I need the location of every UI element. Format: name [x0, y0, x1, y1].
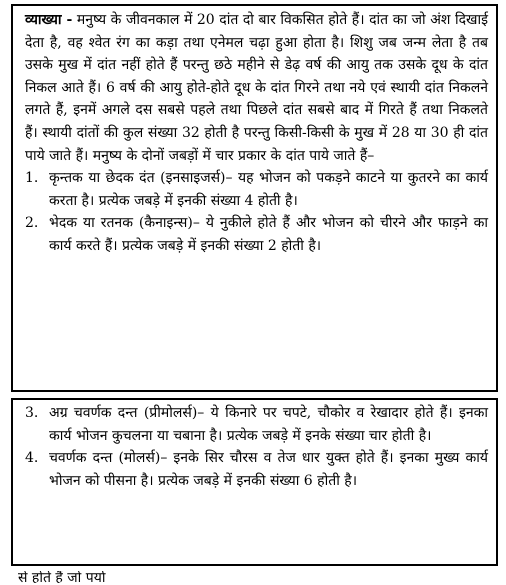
list-item [25, 447, 488, 492]
list-item [25, 402, 488, 447]
explanation-box-bottom [11, 398, 498, 566]
list-item-text: अग्र चवर्णक दन्त (प्रीमोलर्स)– ये किनारे पर चपटे, चौकोर व रेखादार होते हैं। इनका कार्य भोजन कुचलना या चबाना है। प्रत्येक जबड़े में इनके संख्या चार होती है। [49, 405, 488, 444]
list-item [25, 167, 488, 212]
explanation-paragraph [25, 9, 488, 167]
list-item-text: चवर्णक दन्त (मोलर्स)– इनके सिर चौरस व तेज धार युक्त होते हैं। इनका मुख्य कार्य भोजन को पीसना है। प्रत्येक जबड़े में इनकी संख्या 6 होती है। [49, 450, 488, 489]
list-item-number: 3. [25, 405, 39, 421]
explanation-box-top [11, 4, 498, 392]
list-item-text: भेदक या रतनक (कैनाइन्स)– ये नुकीले होते हैं और भोजन को चीरने और फाड़ने का कार्य करते हैं। प्रत्येक जबड़े में इनकी संख्या 2 होती है। [49, 215, 488, 254]
list-item-text: कृन्तक या छेदक दंत (इनसाइजर्स)– यह भोजन को पकड़ने काटने या कुतरने का कार्य करता है। प्रत्येक जबड़े में इनकी संख्या 4 होती है। [49, 170, 488, 209]
explanation-text: मनुष्य के जीवनकाल में 20 दांत दो बार विकसित होते हैं। दांत का जो अंश दिखाई देता है, वह श्वेत रंग का कड़ा तथा एनेमल चढ़ा हुआ होता है। शिशु जब जन्म लेता है तब उसके मुख में दांत नहीं होते हैं परन्तु छठे महीने से डेढ़ वर्ष की आयु तक उसके दूध के दांत निकल आते हैं। 6 वर्ष की आयु होते-होते दूध के दांत गिरने तथा नये एवं स्थायी दांत निकलने लगते हैं, इनमें अगले दस सबसे पहले तथा पिछले दांत सबसे बाद में गिरते हैं तथा निकलते हैं। स्थायी दांतों की कुल संख्या 32 होती है परन्तु किसी-किसी के मुख में 28 या 30 ही दांत पाये जाते हैं। मनुष्य के दोनों जबड़ों में चार प्रकार के दांत पाये जाते हैं– [25, 12, 489, 164]
cut-off-text-line: से होते हैं जो पर्या [18, 571, 106, 583]
explanation-heading: व्याख्या - [25, 12, 73, 28]
list-item-number: 2. [25, 215, 39, 232]
list-item-number: 1. [25, 170, 39, 187]
list-item-number: 4. [25, 450, 39, 467]
list-item [25, 212, 488, 257]
